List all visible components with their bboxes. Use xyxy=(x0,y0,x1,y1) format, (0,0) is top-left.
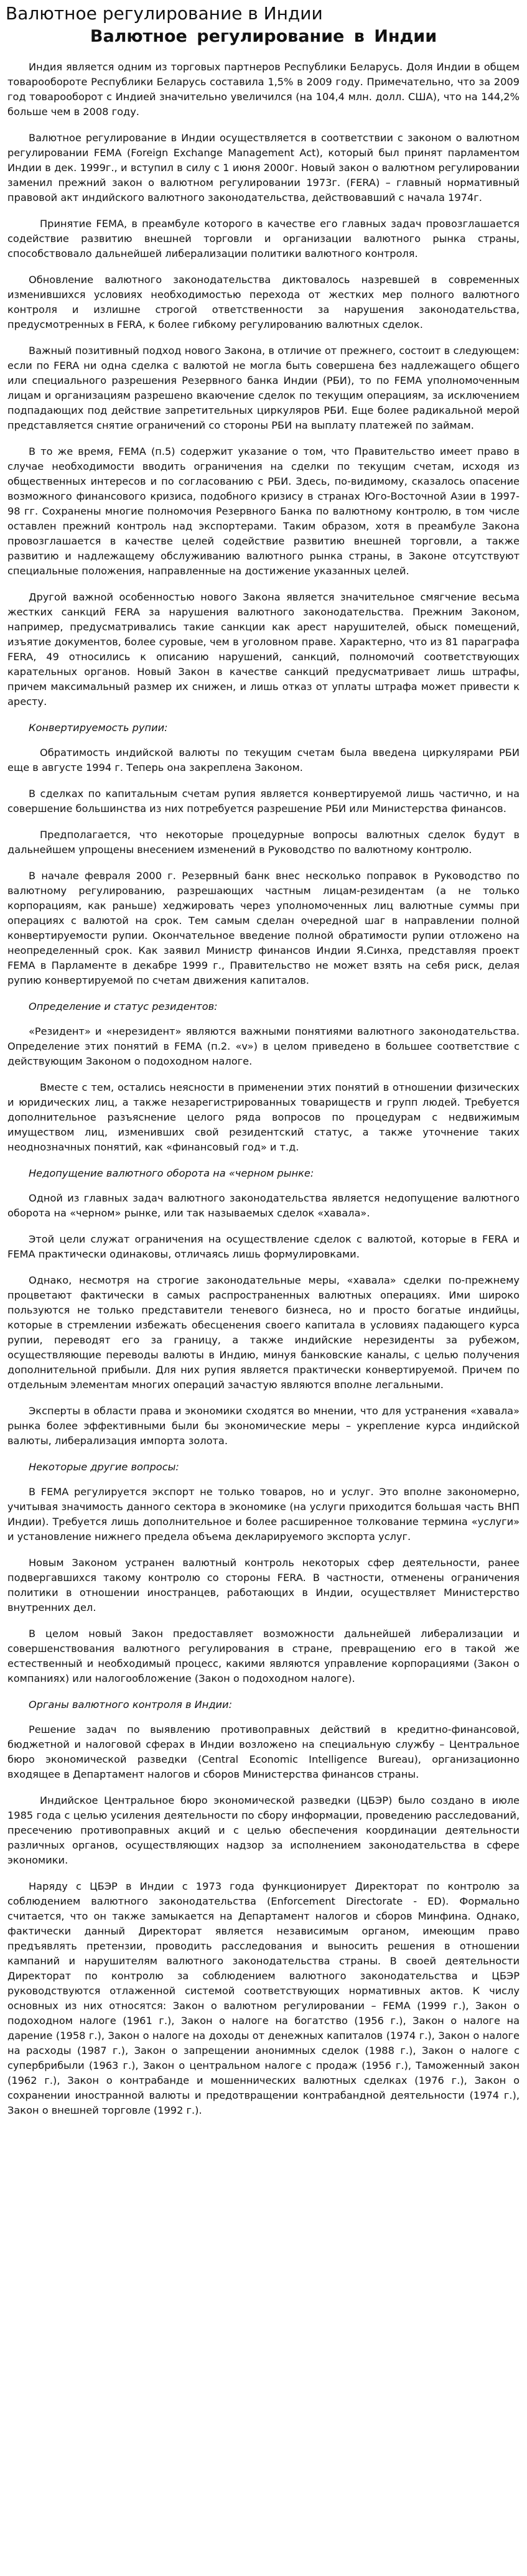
paragraph: Предполагается, что некоторые процедурные вопросы валютных сделок будут в дальнейшем упрощены внесением изменений в Руководство по валютному контролю. xyxy=(7,829,520,856)
paragraph: Наряду с ЦБЭР в Индии с 1973 года функционирует Директорат по контролю за соблюдением валютного законодательства (Enforcement Directorate - ED). Формально считается, что он также замыкается на Департамент налогов и сборов Минфина. Однако, фактически данный Директорат является независимым органом, имеющим право предъявлять претензии, проводить расследования и выносить решения в отношении кампаний и нарушителям валютного законодательства страны. В своей деятельности Директорат по контролю за соблюдением валютного законодательства и ЦБЭР руководствуются отлаженной системой соответствующих нормативных актов. К числу основных из них относятся: Закон о валютном регулировании – FEMA (1999 г.), Закон о подоходном налоге (1961 г.), Закон о налоге на богатство (1956 г.), Закон о налоге на дарение (1958 г.), Закон о налоге на доходы от денежных капиталов (1974 г.), Закон о налоге на расходы (1987 г.), Закон о запрещении анонимных сделок (1988 г.), Закон о налоге с супербрибыли (1963 г.), Закон о центральном налоге с продаж (1956 г.), Таможенный закон (1962 г.), Закон о контрабанде и мошеннических валютных сделках (1976 г.), Закон о сохранении иностранной валюты и предотвращении контрабандной деятельности (1974 г.), Закон о внешней торговле (1992 г.). xyxy=(7,1880,520,2116)
paragraph: Индия является одним из торговых партнеров Республики Беларусь. Доля Индии в общем товарообороте Республики Беларусь составила 1,5% в 2009 году. Примечательно, что за 2009 год товарооборот с Индией значительно увеличился (на 104,4 млн. долл. США), что на 144,2% больше чем в 2008 году. xyxy=(7,61,520,118)
paragraph: Обновление валютного законодательства диктовалось назревшей в современных изменившихся условиях необходимостью перехода от жестких мер полного валютного контроля и излишне строгой ответственности за нарушения законодательства, предусмотренных в FERA, к более гибкому регулированию валютных сделок. xyxy=(7,274,520,330)
paragraph: Новым Законом устранен валютный контроль некоторых сфер деятельности, ранее подвергавшихся такому контролю со стороны FERA. В частности, отменены ограничения политики в отношении иностранцев, работающих в Индии, осуществляет Министерство внутренних дел. xyxy=(7,1557,520,1613)
paragraph: В начале февраля 2000 г. Резервный банк внес несколько поправок в Руководство по валютному регулированию, разрешающих частным лицам-резидентам (а не только корпорациям, как раньше) хеджировать через уполномоченных лиц валютные суммы при операциях с валютой на срок. Тем самым сделан очередной шаг в направлении полной конвертируемости рупии. Окончательное введение полной обратимости рупии отложено на неопределенный срок. Как заявил Министр финансов Индии Я.Синха, представляя проект FEMA в Парламенте в декабре 1999 г., Правительство не может взять на себя риск, делая рупию конвертируемой по счетам движения капиталов. xyxy=(7,870,520,986)
paragraph: В FEMA регулируется экспорт не только товаров, но и услуг. Это вполне закономерно, учитывая значимость данного сектора в экономике (на услуги приходится большая часть ВНП Индии). Требуется лишь дополнительное и более расширенное толкование термина «услуги» и установление нижнего предела объема декларируемого экспорта услуг. xyxy=(7,1486,520,1542)
paragraph: Принятие FEMA, в преамбуле которого в качестве его главных задач провозглашается содействие развитию внешней торговли и организации валютного рынка страны, способствовало дальнейшей либерализации политики валютного контроля. xyxy=(7,218,520,259)
paragraph: В то же время, FEMA (п.5) содержит указание о том, что Правительство имеет право в случае необходимости вводить ограничения на сделки по текущим счетам, исходя из общественных интересов и по согласованию с РБИ. Здесь, по-видимому, сказалось опасение возможного финансового кризиса, подобного кризису в странах Юго-Восточной Азии в 1997-98 гг. Сохранены многие полномочия Резервного Банка по валютному контролю, в том числе оставлен прежний контроль над экспортерами. Таким образом, хотя в преамбуле Закона провозглашается в качестве целей содействие развитию внешней торговли, а также развитию и надлежащему обслуживанию валютного рынка страны, в Законе отсутствуют специальные положения, направленные на достижение указанных целей. xyxy=(7,446,520,577)
paragraph: Обратимость индийской валюты по текущим счетам была введена циркулярами РБИ еще в августе 1994 г. Теперь она закреплена Законом. xyxy=(7,747,520,773)
paragraph: «Резидент» и «нерезидент» являются важными понятиями валютного законодательства. Определение этих понятий в FEMA (п.2. «v») в целом приведено в большее соответствие с действующим Законом о подоходном налоге. xyxy=(7,1025,520,1067)
section-heading: Недопущение валютного оборота на «черном рынке: xyxy=(29,1167,314,1179)
article-body xyxy=(7,60,520,2118)
paragraph: Эксперты в области права и экономики сходятся во мнении, что для устранения «хавала» рынка более эффективными были бы экономические меры – укрепление курса индийской валюты, либерализация импорта золота. xyxy=(7,1405,520,1447)
section-heading: Органы валютного контроля в Индии: xyxy=(29,1699,233,1710)
paragraph: Одной из главных задач валютного законодательства является недопущение валютного оборота на «черном» рынке, или так называемых сделок «хавала». xyxy=(7,1192,520,1219)
paragraph: Однако, несмотря на строгие законодательные меры, «хавала» сделки по-прежнему процветают фактически в самых распространенных валютных операциях. Ими широко пользуются не только представители теневого бизнеса, но и просто богатые индийцы, которые в стремлении избежать обесценения своего капитала в условиях падающего курса рупии, переводят его за границу, а также индийские нерезиденты за рубежом, осуществляющие переводы валюты в Индию, минуя банковские каналы, с целью получения дополнительной прибыли. Для них рупия является практически конвертируемой. Причем по отдельным элементам многих операций зачастую являются вполне легальными. xyxy=(7,1274,520,1391)
paragraph: Важный позитивный подход нового Закона, в отличие от прежнего, состоит в следующем: если по FERA ни одна сделка с валютой не могла быть совершена без надлежащего общего или специального разрешения Резервного банка Индии (РБИ), то по FEMA уполномоченным лицам и организациям разрешено вкаючение сделок по текущим операциям, за исключением подпадающих под действие запретительных циркуляров РБИ. Еще более радикальной мерой представляется снятие ограничений со стороны РБИ на выплату платежей по займам. xyxy=(7,345,520,431)
section-heading: Некоторые другие вопросы: xyxy=(29,1461,179,1473)
paragraph: Индийское Центральное бюро экономической разведки (ЦБЭР) было создано в июле 1985 года с целью усиления деятельности по сбору информации, проведению расследований, пресечению противоправных акций и с целью обеспечения координации деятельности различных органов, осуществляющих надзор за исполнением законодательства в сфере экономики. xyxy=(7,1794,520,1866)
paragraph: Вместе с тем, остались неясности в применении этих понятий в отношении физических и юридических лиц, а также незарегистрированных товариществ и групп людей. Требуется дополнительное разъяснение целого ряда вопросов по процедурам с недвижимым имуществом лиц, изменивших свой резидентский статус, а также уточнение таких неоднозначных понятий, как «финансовый год» и т.д. xyxy=(7,1081,520,1153)
section-heading: Конвертируемость рупии: xyxy=(29,722,168,734)
paragraph: Другой важной особенностью нового Закона является значительное смягчение весьма жестких санкций FERA за нарушения валютного законодательства. Прежним Законом, например, предусматривались такие санкции как арест нарушителей, обыск помещений, изъятие документов, более суровые, чем в уголовном праве. Характерно, что из 81 параграфа FERA, 49 относились к описанию нарушений, санкций, полномочий соответствующих карательных органов. Новый Закон в качестве санкций предусматривает лишь штрафы, причем максимальный размер их снижен, и лишь отказ от уплаты штрафа может привести к аресту. xyxy=(7,591,520,707)
paragraph: Решение задач по выявлению противоправных действий в кредитно-финансовой, бюджетной и налоговой сферах в Индии возложено на специальную службу – Центральное бюро экономической разведки (Central Economic Intelligence Bureau), организационно входящее в Департамент налогов и сборов Министерства финансов страны. xyxy=(7,1724,520,1780)
page-header xyxy=(0,0,527,26)
article xyxy=(0,26,527,2118)
article-title: Валютное регулирование в Индии xyxy=(90,27,437,46)
paragraph: В сделках по капитальным счетам рупия является конвертируемой лишь частично, и на совершение большинства из них потребуется разрешение РБИ или Министерства финансов. xyxy=(7,788,520,814)
section-heading: Определение и статус резидентов: xyxy=(29,1001,218,1012)
paragraph: В целом новый Закон предоставляет возможности дальнейшей либерализации и совершенствования валютного регулирования в стране, превращению его в такой же естественный и необходимый процесс, какими являются управление корпорациями (Закон о компаниях) или налогообложение (Закон о подоходном налоге). xyxy=(7,1628,520,1684)
page-header-title: Валютное регулирование в Индии xyxy=(6,3,323,24)
paragraph: Этой цели служат ограничения на осуществление сделок с валютой, которые в FERA и FEMA практически одинаковы, отличаясь лишь формулировками. xyxy=(7,1233,520,1260)
paragraph: Валютное регулирование в Индии осуществляется в соответствии с законом о валютном регулировании FEMA (Foreign Exchange Management Act), который был принят парламентом Индии в дек. 1999г., и вступил в силу с 1 июня 2000г. Новый закон о валютном регулировании заменил прежний закон о валютном регулировании 1973г. (FERA) – главный нормативный правовой акт индийского валютного законодательства, действовавший с начала 1974г. xyxy=(7,132,520,203)
